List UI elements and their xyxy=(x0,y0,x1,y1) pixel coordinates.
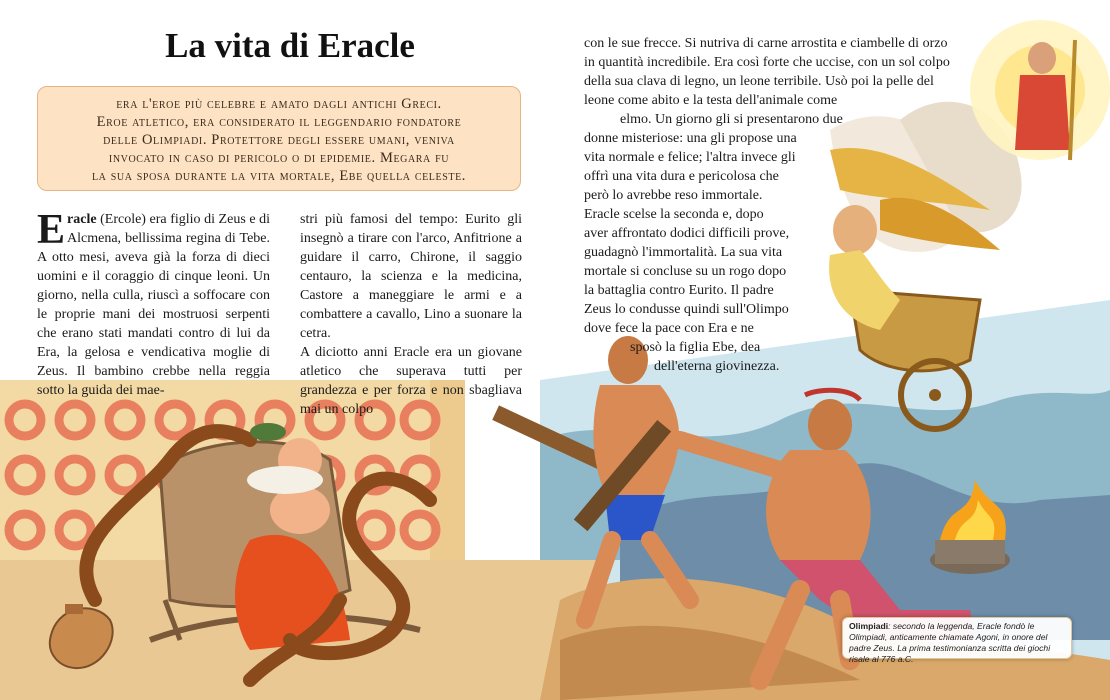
column-1-text: (Ercole) era figlio di Zeus e di Alcmena, bellissima regina di Tebe. A otto mesi, aveva già la forza di dieci uomini e il coraggio di cinque leoni. Un giorno, nella culla, riuscì a soffocare con le proprie mani dei mostruosi serpenti che erano stati mandati contro di lui da Era, la gelosa e vendicativa moglie di Zeus. Il bambino crebbe nella reggia sotto la guida dei mae- xyxy=(37,212,270,398)
right-text-line: dell'eterna giovinezza. xyxy=(654,359,780,374)
column-2-paragraph-1: stri più famosi del tempo: Eurito gli insegnò a tirare con l'arco, Anfitrione a guidare il carro, Chirone, il saggio centauro, la scienza e la medicina, Castore a maneggiare le armi e a combattere a cavallo, Lino a suonare la cetra. xyxy=(300,212,522,341)
serpent-head xyxy=(250,423,286,441)
column-2-paragraph-2: A diciotto anni Eracle era un giovane atletico che superava tutti per grandezza e per forza e non sbagliava mai un colpo xyxy=(300,345,522,417)
right-text-line: offrì una vita dura e pericolosa che xyxy=(584,169,779,184)
right-text-line: donne misteriose: una gli propose una xyxy=(584,131,797,146)
right-text-line: con le sue frecce. Si nutriva di carne arrostita e ciambelle di orzo xyxy=(584,36,948,51)
page-title: La vita di Eracle xyxy=(165,26,415,65)
zeus-illustration xyxy=(970,20,1110,160)
caption-text: : secondo la leggenda, Eracle fondò le Olimpiadi, anticamente chiamate Agoni, in onore del padre Zeus. La prima testimonianza scritta dei giochi risale al 776 a.C. xyxy=(849,621,1051,664)
hero-name: racle xyxy=(67,212,97,227)
right-text-line: vita normale e felice; l'altra invece gli xyxy=(584,150,796,165)
right-text-line: in quantità incredibile. Era così forte che uccise, con un sol colpo xyxy=(584,55,950,70)
text-column-2 xyxy=(300,210,522,419)
right-text-line: Eracle scelse la seconda e, dopo xyxy=(584,207,764,222)
right-text-line: Zeus lo condusse quindi sull'Olimpo xyxy=(584,302,789,317)
right-text-line: elmo. Un giorno gli si presentarono due xyxy=(620,112,843,127)
right-page-text xyxy=(584,34,964,376)
drop-cap: E xyxy=(37,207,66,253)
right-text-line: la battaglia contro Eurito. Il padre xyxy=(584,283,774,298)
right-text-line: mortale si concluse su un rogo dopo xyxy=(584,264,787,279)
right-text-line: però lo avrebbe reso immortale. xyxy=(584,188,763,203)
right-text-line: leone come abito e la testa dell'animale come xyxy=(584,93,838,108)
caption-term: Olimpiadi xyxy=(849,621,889,631)
right-text-line: dove fece la pace con Era e ne xyxy=(584,321,754,336)
right-text-line: aver affrontato dodici difficili prove, xyxy=(584,226,790,241)
right-text-line: sposò la figlia Ebe, dea xyxy=(630,340,761,355)
caption-box xyxy=(842,617,1072,664)
intro-line: la sua sposa durante la vita mortale, Ebe quella celeste. xyxy=(91,168,467,184)
text-column-1 xyxy=(37,207,270,400)
column-1-paragraph xyxy=(37,207,270,400)
right-text-line: guadagnò l'immortalità. La sua vita xyxy=(584,245,783,260)
intro-line: invocato in caso di pericolo o di epidemie. Megara fu xyxy=(108,150,450,166)
intro-line: era l'eroe più celebre e amato dagli antichi Greci. xyxy=(116,96,442,112)
intro-line: delle Olimpiadi. Protettore degli essere umani, veniva xyxy=(103,132,455,148)
intro-line: Eroe atletico, era considerato il leggendario fondatore xyxy=(96,114,462,130)
intro-box xyxy=(37,86,521,191)
right-text-line: della sua clava di legno, un leone terribile. Usò poi la pelle del xyxy=(584,74,934,89)
